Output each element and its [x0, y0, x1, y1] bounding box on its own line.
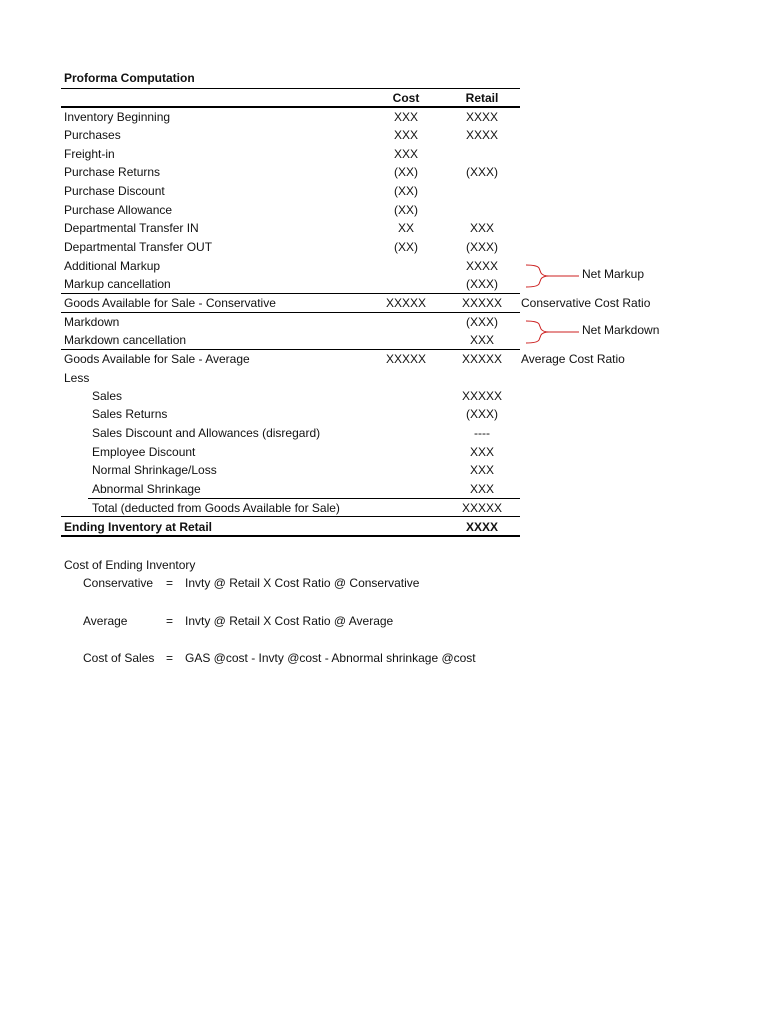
ending-rule	[61, 516, 520, 517]
formula-name: Average	[83, 614, 128, 628]
row-label: Purchase Returns	[64, 165, 161, 179]
row-label: Inventory Beginning	[64, 110, 171, 124]
row-cost: XXX	[393, 147, 418, 161]
row-retail: XXXX	[465, 520, 498, 534]
row-label: Goods Available for Sale - Average	[64, 352, 250, 366]
row-label: Sales	[92, 389, 123, 403]
row-retail: XXXXX	[461, 389, 503, 403]
row-label: Ending Inventory at Retail	[64, 520, 213, 534]
row-label: Markdown cancellation	[64, 333, 187, 347]
formula-equals: =	[166, 576, 174, 590]
row-retail: XXXXX	[461, 501, 503, 515]
row-cost: XXX	[393, 128, 418, 142]
subtotal-rule	[61, 312, 520, 313]
row-retail: XXXX	[465, 110, 498, 124]
formula-expression: GAS @cost - Invty @cost - Abnormal shrinkage @cost	[185, 651, 476, 665]
row-label: Additional Markup	[64, 259, 161, 273]
row-cost: XXX	[393, 110, 418, 124]
row-label: Sales Discount and Allowances (disregard)	[92, 426, 321, 440]
row-cost: XXXXX	[385, 352, 427, 366]
row-retail: XXXXX	[461, 296, 503, 310]
bracket-path	[526, 265, 549, 287]
row-label: Employee Discount	[92, 445, 196, 459]
row-label: Sales Returns	[92, 407, 168, 421]
net-markdown-bracket	[523, 319, 583, 345]
conservative-ratio-note: Conservative Cost Ratio	[521, 296, 651, 310]
row-retail: XXX	[469, 463, 494, 477]
row-retail: (XXX)	[465, 277, 498, 291]
formula-equals: =	[166, 651, 174, 665]
bracket-path	[526, 321, 549, 343]
total-rule	[88, 498, 520, 499]
subtotal-rule	[61, 349, 520, 350]
row-label: Departmental Transfer IN	[64, 221, 199, 235]
retail-column-header: Retail	[465, 91, 499, 105]
row-label: Markdown	[64, 315, 120, 329]
row-label: Abnormal Shrinkage	[92, 482, 201, 496]
formula-name: Cost of Sales	[83, 651, 155, 665]
row-retail: XXXXX	[461, 352, 503, 366]
net-markdown-note: Net Markdown	[582, 323, 660, 337]
row-label: Less	[64, 371, 90, 385]
formula-name: Conservative	[83, 576, 154, 590]
row-label: Total (deducted from Goods Available for Sale)	[92, 501, 340, 515]
row-retail: XXX	[469, 445, 494, 459]
row-cost: (XX)	[394, 240, 418, 254]
row-label: Normal Shrinkage/Loss	[92, 463, 217, 477]
table-top-rule	[61, 88, 520, 89]
row-label: Purchase Allowance	[64, 203, 173, 217]
formula-equals: =	[166, 614, 174, 628]
row-retail: (XXX)	[465, 315, 498, 329]
row-label: Purchase Discount	[64, 184, 165, 198]
row-cost: XXXXX	[385, 296, 427, 310]
cost-column-header: Cost	[392, 91, 420, 105]
row-retail: XXXX	[465, 259, 498, 273]
row-retail: (XXX)	[465, 165, 498, 179]
row-label: Purchases	[64, 128, 121, 142]
row-cost: (XX)	[394, 203, 418, 217]
row-cost: XX	[397, 221, 414, 235]
table-bottom-rule	[61, 535, 520, 537]
subtotal-rule	[61, 293, 520, 294]
row-retail: (XXX)	[465, 240, 498, 254]
net-markup-note: Net Markup	[582, 267, 645, 281]
row-retail: XXX	[469, 482, 494, 496]
row-retail: (XXX)	[465, 407, 498, 421]
row-retail: XXXX	[465, 128, 498, 142]
row-label: Departmental Transfer OUT	[64, 240, 213, 254]
document-title: Proforma Computation	[64, 71, 195, 85]
average-ratio-note: Average Cost Ratio	[521, 352, 625, 366]
header-rule	[61, 106, 520, 108]
row-cost: (XX)	[394, 165, 418, 179]
row-retail: XXX	[469, 333, 494, 347]
formula-expression: Invty @ Retail X Cost Ratio @ Conservative	[185, 576, 420, 590]
row-retail: ----	[474, 426, 490, 440]
formula-expression: Invty @ Retail X Cost Ratio @ Average	[185, 614, 394, 628]
row-label: Goods Available for Sale - Conservative	[64, 296, 276, 310]
row-label: Markup cancellation	[64, 277, 171, 291]
formula-heading: Cost of Ending Inventory	[64, 558, 196, 572]
net-markup-bracket	[523, 263, 583, 289]
row-retail: XXX	[469, 221, 494, 235]
row-label: Freight-in	[64, 147, 115, 161]
row-cost: (XX)	[394, 184, 418, 198]
